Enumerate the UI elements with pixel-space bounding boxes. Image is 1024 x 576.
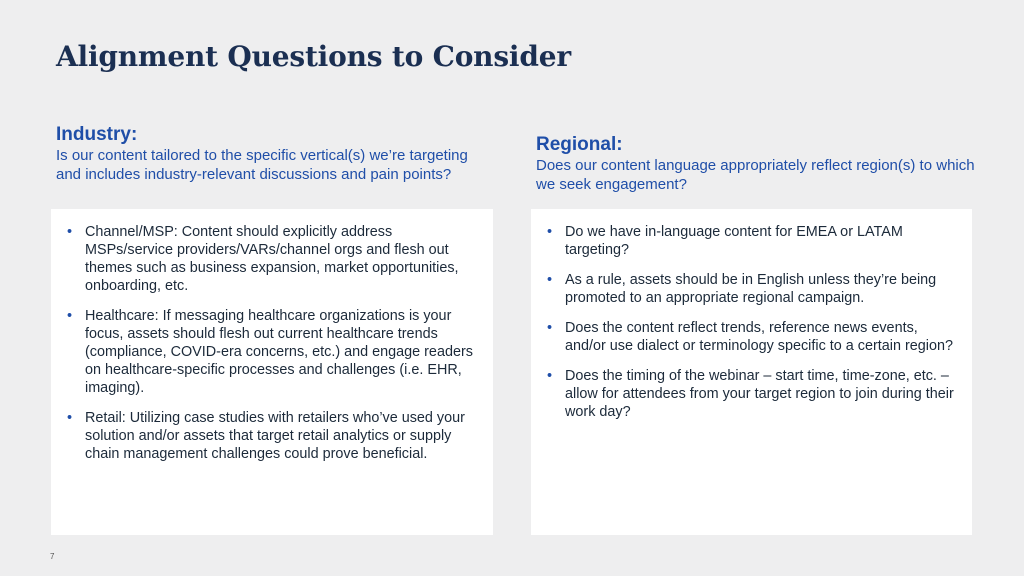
industry-bullet-retail [65, 409, 477, 463]
bullet-text: As a rule, assets should be in English unless they’re being promoted to an appropriate regional campaign. [565, 272, 937, 306]
bullet-icon: • [67, 308, 73, 324]
regional-heading: Regional: [536, 134, 623, 155]
regional-bullet-english [545, 271, 956, 307]
industry-heading: Industry: [56, 124, 138, 145]
bullet-icon: • [547, 368, 553, 384]
bullet-text: Channel/MSP: Content should explicitly address MSPs/service providers/VARs/channel orgs and flesh out themes such as business expansion, market opportunities, onboarding, etc. [85, 224, 459, 294]
bullet-icon: • [547, 272, 553, 288]
slide-title: Alignment Questions to Consider [56, 40, 571, 73]
page-number: 7 [50, 552, 55, 561]
industry-panel [51, 209, 493, 535]
industry-bullet-channel [65, 223, 477, 295]
industry-bullet-list [51, 209, 493, 463]
bullet-text: Retail: Utilizing case studies with retailers who’ve used your solution and/or assets that target retail analytics or supply chain management challenges could prove beneficial. [85, 410, 465, 462]
bullet-icon: • [547, 320, 553, 336]
regional-section-header [536, 134, 976, 194]
regional-panel [531, 209, 972, 535]
bullet-text: Does the content reflect trends, reference news events, and/or use dialect or terminology specific to a certain region? [565, 320, 953, 354]
bullet-text: Does the timing of the webinar – start time, time-zone, etc. – allow for attendees from your target region to join during their work day? [565, 368, 954, 420]
bullet-text: Healthcare: If messaging healthcare organizations is your focus, assets should flesh out current healthcare trends (compliance, COVID-era concerns, etc.) and engage readers on healthcare-specific processes and challenges (i.e. EHR, imaging). [85, 308, 473, 396]
bullet-icon: • [67, 224, 73, 240]
regional-question: Does our content language appropriately reflect region(s) to which we seek engagement? [536, 157, 975, 193]
bullet-icon: • [547, 224, 553, 240]
bullet-text: Do we have in-language content for EMEA or LATAM targeting? [565, 224, 903, 258]
industry-section-header [56, 124, 496, 184]
regional-bullet-language [545, 223, 956, 259]
regional-bullet-list [531, 209, 972, 421]
regional-bullet-trends [545, 319, 956, 355]
industry-bullet-healthcare [65, 307, 477, 397]
industry-question: Is our content tailored to the specific vertical(s) we’re targeting and includes industry-relevant discussions and pain points? [56, 147, 468, 183]
regional-bullet-timing [545, 367, 956, 421]
bullet-icon: • [67, 410, 73, 426]
